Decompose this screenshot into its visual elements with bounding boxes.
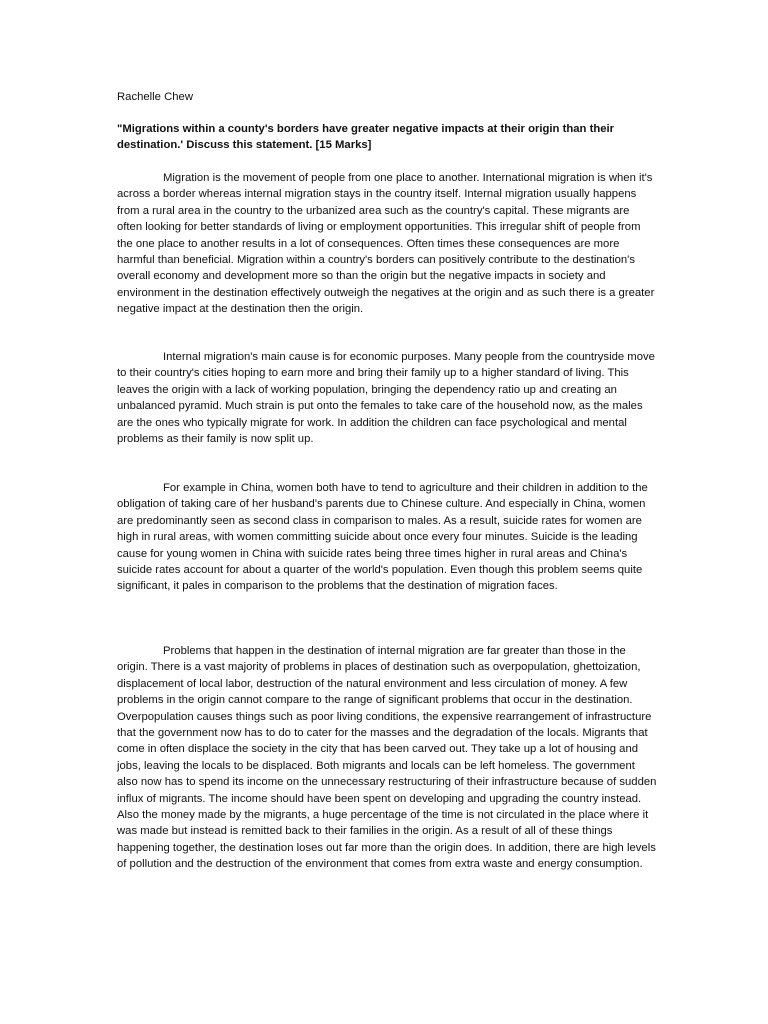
author-name: Rachelle Chew — [117, 91, 193, 103]
paragraph-origin-impacts: Internal migration's main cause is for economic purposes. Many people from the countryside move to their country's cities hoping to earn more and bring their family up to a higher standard of living. This leaves the origin with a lack of working population, bringing the dependency ratio up and creating an unbalanced pyramid. Much strain is put onto the females to take care of the household now, as the males are the ones who typically migrate for work. In addition the children can face psychological and mental problems as their family is now split up. — [117, 351, 655, 446]
essay-question: "Migrations within a county's borders have greater negative impacts at their origin than their destination.' Discuss this statement. [15 Marks] — [117, 123, 615, 152]
paragraph-introduction: Migration is the movement of people from one place to another. International migration is when it's across a border whereas internal migration stays in the country itself. Internal migration usually happens from a rural area in the country to the urbanized area such as the country's capital. These migrants are often looking for better standards of living or employment opportunities. This irregular shift of people from the one place to another results in a lot of consequences. Often times these consequences are more harmful than beneficial. Migration within a country's borders can positively contribute to the destination's overall economy and development more so than the origin but the negative impacts in society and environment in the destination effectively outweigh the negatives at the origin and as such there is a greater negative impact at the destination then the origin. — [117, 172, 655, 316]
paragraph-destination-impacts: Problems that happen in the destination of internal migration are far greater than those in the origin. There is a vast majority of problems in places of destination such as overpopulation, ghettoization, displacement of local labor, destruction of the natural environment and less circulation of money. A few problems in the origin cannot compare to the range of significant problems that occur in the destination. Overpopulation causes things such as poor living conditions, the expensive rearrangement of infrastructure that the government now has to do to cater for the masses and the degradation of the locals. Migrants that come in often displace the society in the city that has been carved out. They take up a lot of housing and jobs, leaving the locals to be displaced. Both migrants and locals can be left homeless. The government also now has to spend its income on the unnecessary restructuring of their infrastructure because of sudden influx of migrants. The income should have been spent on developing and upgrading the country instead. Also the money made by the migrants, a huge percentage of the time is not circulated in the place where it was made but instead is remitted back to their families in the origin. As a result of all of these things happening together, the destination loses out far more than the origin does. In addition, there are high levels of pollution and the destruction of the environment that comes from extra waste and energy consumption. — [117, 645, 657, 871]
paragraph-china-example: For example in China, women both have to tend to agriculture and their children in addition to the obligation of taking care of her husband's parents due to Chinese culture. And especially in China, women are predominantly seen as second class in comparison to males. As a result, suicide rates for women are high in rural areas, with women committing suicide about once every four minutes. Suicide is the leading cause for young women in China with suicide rates being three times higher in rural areas and China's suicide rates account for about a quarter of the world's population. Even though this problem seems quite significant, it pales in comparison to the problems that the destination of migration faces. — [117, 482, 648, 593]
